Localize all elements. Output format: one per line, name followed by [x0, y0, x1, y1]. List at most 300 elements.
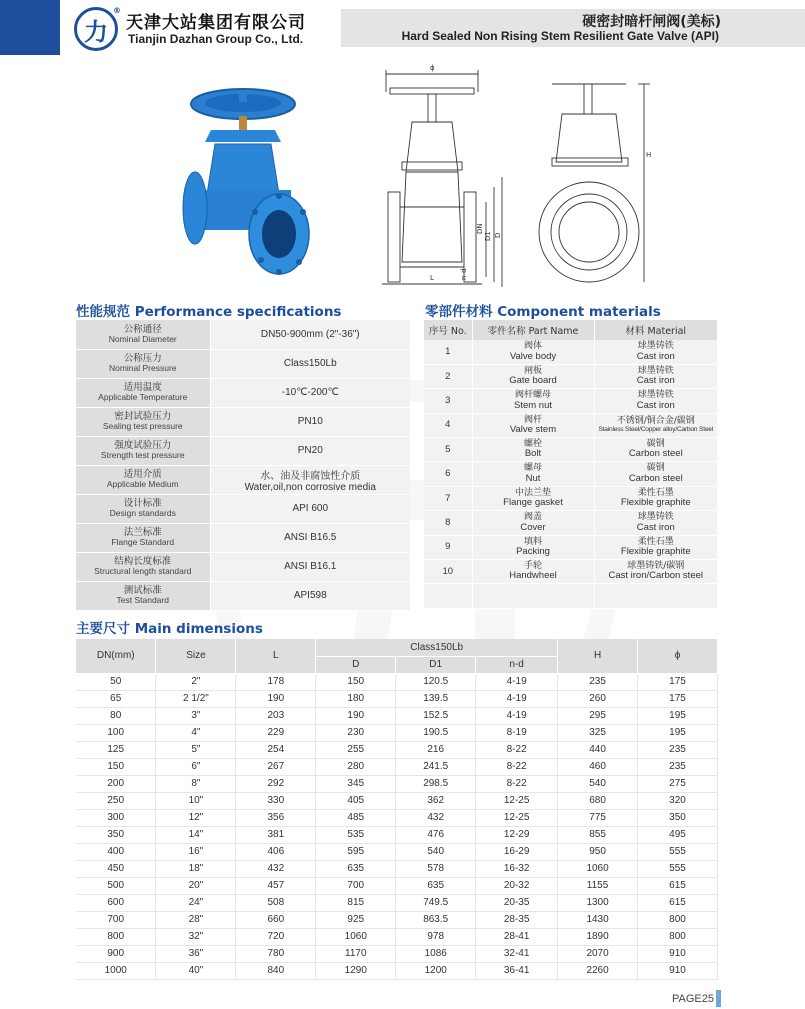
cell-h: 260: [558, 690, 638, 707]
part-name-en: Stem nut: [513, 399, 553, 411]
col-header-class: Class150Lb: [316, 639, 558, 656]
performance-row: [76, 407, 410, 436]
cell-size: 20": [156, 877, 236, 894]
cell-d1: 432: [396, 809, 476, 826]
part-name-cn: 中法兰垫: [514, 487, 551, 498]
spec-label: [76, 349, 210, 378]
col-header-d: D: [316, 656, 396, 673]
dimension-row: [76, 843, 718, 860]
part-name-cn: 螺栓: [523, 439, 542, 450]
cell-nd: 4-19: [476, 707, 558, 724]
cell-size: 40": [156, 962, 236, 979]
spec-label-cn: 公称通径: [123, 323, 162, 335]
part-name-en: Valve stem: [509, 424, 557, 436]
material-en: Cast iron: [636, 399, 675, 411]
performance-row: [76, 436, 410, 465]
dimension-row: [76, 775, 718, 792]
component-row: [424, 364, 718, 388]
spec-label-en: Nominal Diameter: [108, 333, 177, 344]
cell-nd: 8-22: [476, 758, 558, 775]
performance-heading: 性能规范 Performance specifications: [76, 304, 342, 320]
cell-l: 720: [236, 928, 316, 945]
cell-h: 2260: [558, 962, 638, 979]
cell-dn: 80: [76, 707, 156, 724]
spec-label-en: Design standards: [109, 508, 176, 519]
cell-h: 540: [558, 775, 638, 792]
cell-d: 1170: [316, 945, 396, 962]
cell-h: 775: [558, 809, 638, 826]
dimension-row: [76, 928, 718, 945]
component-row: [424, 560, 718, 584]
spec-label-en: Applicable Temperature: [98, 392, 188, 403]
cell-size: 5": [156, 741, 236, 758]
col-header-l: L: [236, 639, 316, 673]
header-corner-block: [0, 0, 60, 55]
company-name-en: Tianjin Dazhan Group Co., Ltd.: [128, 32, 304, 46]
empty-cell: [594, 584, 718, 608]
component-row: [424, 535, 718, 559]
cell-l: 267: [236, 758, 316, 775]
dimension-row: [76, 826, 718, 843]
logo-glyph: 力: [84, 17, 108, 46]
spec-value: Class150Lb: [210, 349, 410, 378]
component-no: 5: [424, 438, 472, 462]
company-name-cn: 天津大站集团有限公司: [126, 13, 306, 33]
component-no: 10: [424, 560, 472, 584]
component-part: [472, 413, 594, 437]
cell-phi: 495: [638, 826, 718, 843]
cell-d1: 1086: [396, 945, 476, 962]
cell-l: 178: [236, 673, 316, 690]
cell-d: 345: [316, 775, 396, 792]
performance-row: [76, 378, 410, 407]
component-material: [594, 340, 718, 364]
spec-label-en: Flange Standard: [111, 537, 175, 548]
cell-size: 18": [156, 860, 236, 877]
cell-nd: 4-19: [476, 690, 558, 707]
valve-photo: [175, 84, 315, 284]
spec-label-en: Applicable Medium: [106, 479, 179, 490]
cell-l: 190: [236, 690, 316, 707]
cell-size: 10": [156, 792, 236, 809]
component-material: [594, 560, 718, 584]
cell-h: 680: [558, 792, 638, 809]
spec-label-cn: 强度试验压力: [114, 440, 172, 452]
material-en: Flexible graphite: [620, 546, 691, 558]
cell-size: 16": [156, 843, 236, 860]
component-part: [472, 462, 594, 486]
component-row: [424, 389, 718, 413]
cell-d: 485: [316, 809, 396, 826]
component-part: [472, 438, 594, 462]
cell-phi: 195: [638, 724, 718, 741]
col-header-size: Size: [156, 639, 236, 673]
cell-d: 255: [316, 741, 396, 758]
cell-l: 229: [236, 724, 316, 741]
cell-phi: 235: [638, 741, 718, 758]
part-name-cn: 阀杆: [523, 414, 542, 425]
spec-value: API 600: [210, 494, 410, 523]
cell-d: 1060: [316, 928, 396, 945]
cell-nd: 16-29: [476, 843, 558, 860]
components-heading: 零部件材料 Component materials: [425, 304, 661, 320]
component-no: 2: [424, 364, 472, 388]
component-row: [424, 486, 718, 510]
material-en: Carbon steel: [628, 448, 683, 460]
cell-nd: 8-22: [476, 741, 558, 758]
cell-dn: 1000: [76, 962, 156, 979]
dim-label-d: D: [494, 232, 502, 238]
cell-d1: 362: [396, 792, 476, 809]
dimension-row: [76, 860, 718, 877]
dim-label-l: L: [430, 274, 434, 282]
cell-nd: 12-25: [476, 809, 558, 826]
cell-phi: 175: [638, 673, 718, 690]
spec-label-cn: 公称压力: [123, 353, 162, 365]
cell-size: 8": [156, 775, 236, 792]
component-no: 9: [424, 535, 472, 559]
component-no: 8: [424, 511, 472, 535]
material-en: Cast iron: [636, 521, 675, 533]
component-material: [594, 535, 718, 559]
part-name-en: Flange gasket: [503, 497, 563, 509]
material-cn: 柔性石墨: [637, 487, 674, 498]
dimension-row: [76, 673, 718, 690]
cell-l: 203: [236, 707, 316, 724]
cell-d1: 749.5: [396, 894, 476, 911]
spec-label-cn: 结构长度标准: [114, 556, 172, 568]
cell-d1: 863.5: [396, 911, 476, 928]
cell-h: 1430: [558, 911, 638, 928]
component-material: [594, 511, 718, 535]
performance-row: [76, 581, 410, 610]
cell-phi: 615: [638, 877, 718, 894]
part-name-cn: 填料: [523, 536, 542, 547]
spec-label-en: Nominal Pressure: [108, 363, 177, 374]
component-row: [424, 413, 718, 437]
cell-h: 855: [558, 826, 638, 843]
spec-label: [76, 552, 210, 581]
cell-size: 28": [156, 911, 236, 928]
cell-phi: 800: [638, 928, 718, 945]
cell-d: 925: [316, 911, 396, 928]
material-cn: 碳钢: [646, 463, 665, 474]
cell-d1: 578: [396, 860, 476, 877]
spec-label-cn: 测试标准: [123, 585, 162, 597]
cell-nd: 8-19: [476, 724, 558, 741]
cell-h: 460: [558, 758, 638, 775]
cell-nd: 16-32: [476, 860, 558, 877]
cell-dn: 350: [76, 826, 156, 843]
spec-value: PN20: [210, 436, 410, 465]
component-row: [424, 462, 718, 486]
dimension-row: [76, 894, 718, 911]
cell-dn: 250: [76, 792, 156, 809]
spec-label: [76, 320, 210, 349]
cell-d1: 476: [396, 826, 476, 843]
spec-label-en: Sealing test pressure: [102, 421, 183, 432]
col-header-dn: DN(mm): [76, 639, 156, 673]
cell-d: 230: [316, 724, 396, 741]
valve-technical-drawing: [382, 62, 672, 292]
col-header-d1: D1: [396, 656, 476, 673]
spec-value: 水、油及非腐蚀性介质 Water,oil,non corrosive media: [210, 465, 410, 494]
dim-label-d1: D1: [484, 231, 492, 241]
cell-l: 254: [236, 741, 316, 758]
cell-phi: 175: [638, 690, 718, 707]
spec-value: DN50-900mm (2"-36"): [210, 320, 410, 349]
spec-label-cn: 适用介质: [123, 469, 162, 481]
cell-h: 2070: [558, 945, 638, 962]
dim-label-phi: ϕ: [430, 64, 435, 72]
cell-l: 660: [236, 911, 316, 928]
cell-dn: 125: [76, 741, 156, 758]
component-part: [472, 486, 594, 510]
material-en: Cast iron: [636, 350, 675, 362]
cell-h: 235: [558, 673, 638, 690]
cell-nd: 12-29: [476, 826, 558, 843]
dim-label-nd: n-d: [460, 268, 468, 280]
cell-d1: 152.5: [396, 707, 476, 724]
cell-phi: 195: [638, 707, 718, 724]
dim-label-h: H: [646, 151, 652, 159]
cell-l: 840: [236, 962, 316, 979]
cell-size: 14": [156, 826, 236, 843]
spec-label-cn: 适用温度: [123, 382, 162, 394]
part-name-en: Valve body: [509, 350, 557, 362]
col-header-no: 序号 No.: [424, 320, 472, 340]
component-no: 3: [424, 389, 472, 413]
cell-size: 6": [156, 758, 236, 775]
cell-nd: 20-32: [476, 877, 558, 894]
cell-d: 280: [316, 758, 396, 775]
cell-phi: 910: [638, 962, 718, 979]
cell-dn: 150: [76, 758, 156, 775]
dimension-row: [76, 809, 718, 826]
component-part: [472, 560, 594, 584]
cell-dn: 50: [76, 673, 156, 690]
cell-dn: 500: [76, 877, 156, 894]
cell-h: 950: [558, 843, 638, 860]
cell-l: 508: [236, 894, 316, 911]
cell-d: 815: [316, 894, 396, 911]
cell-nd: 32-41: [476, 945, 558, 962]
component-part: [472, 535, 594, 559]
material-cn: 球墨铸铁: [637, 512, 674, 523]
material-cn: 球墨铸铁/碳钢: [627, 561, 685, 571]
component-material: [594, 462, 718, 486]
part-name-en: Bolt: [524, 448, 542, 460]
component-part: [472, 511, 594, 535]
spec-label: [76, 465, 210, 494]
cell-nd: 28-41: [476, 928, 558, 945]
cell-l: 381: [236, 826, 316, 843]
dimension-row: [76, 741, 718, 758]
cell-dn: 100: [76, 724, 156, 741]
col-header-nd: n-d: [476, 656, 558, 673]
part-name-cn: 手轮: [523, 561, 542, 571]
col-header-material: 材料 Material: [594, 320, 718, 340]
part-name-cn: 阀体: [523, 341, 542, 352]
spec-label-en: Test Standard: [116, 595, 169, 606]
dimension-row: [76, 724, 718, 741]
cell-size: 12": [156, 809, 236, 826]
cell-d1: 190.5: [396, 724, 476, 741]
dimensions-heading: 主要尺寸 Main dimensions: [76, 621, 263, 637]
cell-h: 325: [558, 724, 638, 741]
cell-d1: 1200: [396, 962, 476, 979]
cell-d: 535: [316, 826, 396, 843]
cell-dn: 450: [76, 860, 156, 877]
material-en: Flexible graphite: [620, 497, 691, 509]
material-cn: 柔性石墨: [637, 536, 674, 547]
component-no: 4: [424, 413, 472, 437]
cell-nd: 8-22: [476, 775, 558, 792]
company-logo: [74, 6, 121, 51]
col-header-h: H: [558, 639, 638, 673]
spec-label-cn: 设计标准: [123, 498, 162, 510]
dimension-row: [76, 877, 718, 894]
col-header-part: 零件名称 Part Name: [472, 320, 594, 340]
cell-dn: 600: [76, 894, 156, 911]
cell-phi: 555: [638, 860, 718, 877]
cell-phi: 275: [638, 775, 718, 792]
cell-h: 440: [558, 741, 638, 758]
page-marker-bar: [716, 990, 721, 1007]
cell-dn: 65: [76, 690, 156, 707]
cell-d1: 216: [396, 741, 476, 758]
component-row: [424, 340, 718, 364]
cell-dn: 700: [76, 911, 156, 928]
cell-h: 1155: [558, 877, 638, 894]
spec-label: [76, 407, 210, 436]
part-name-cn: 闸板: [523, 365, 542, 376]
cell-size: 3": [156, 707, 236, 724]
cell-d1: 635: [396, 877, 476, 894]
cell-d: 595: [316, 843, 396, 860]
performance-row: [76, 523, 410, 552]
part-name-en: Packing: [516, 546, 550, 558]
cell-l: 406: [236, 843, 316, 860]
material-cn: 球墨铸铁: [637, 341, 674, 352]
dimension-row: [76, 911, 718, 928]
part-name-cn: 阀杆螺母: [514, 390, 551, 401]
cell-d1: 139.5: [396, 690, 476, 707]
part-name-en: Cover: [520, 521, 546, 533]
components-table: [424, 320, 718, 609]
spec-label: [76, 436, 210, 465]
cell-dn: 400: [76, 843, 156, 860]
component-row: [424, 438, 718, 462]
cell-size: 24": [156, 894, 236, 911]
component-part: [472, 389, 594, 413]
dimension-row: [76, 758, 718, 775]
component-material: [594, 438, 718, 462]
cell-phi: 320: [638, 792, 718, 809]
component-material: [594, 389, 718, 413]
spec-label: [76, 581, 210, 610]
spec-label-en: Strength test pressure: [100, 450, 185, 461]
material-en: Cast iron: [636, 375, 675, 387]
cell-d: 1290: [316, 962, 396, 979]
cell-d1: 540: [396, 843, 476, 860]
cell-l: 457: [236, 877, 316, 894]
page-number: PAGE25: [672, 993, 714, 1005]
spec-value: API598: [210, 581, 410, 610]
cell-phi: 350: [638, 809, 718, 826]
cell-h: 1060: [558, 860, 638, 877]
cell-size: 4": [156, 724, 236, 741]
cell-dn: 900: [76, 945, 156, 962]
cell-nd: 12-25: [476, 792, 558, 809]
cell-d1: 120.5: [396, 673, 476, 690]
spec-label: [76, 378, 210, 407]
spec-value: ANSI B16.1: [210, 552, 410, 581]
component-row: [424, 511, 718, 535]
performance-row: [76, 465, 410, 494]
spec-value: PN10: [210, 407, 410, 436]
cell-l: 330: [236, 792, 316, 809]
cell-size: 2": [156, 673, 236, 690]
spec-label-cn: 法兰标准: [123, 527, 162, 539]
cell-h: 1890: [558, 928, 638, 945]
cell-d1: 298.5: [396, 775, 476, 792]
cell-nd: 28-35: [476, 911, 558, 928]
cell-dn: 300: [76, 809, 156, 826]
col-header-phi: ϕ: [638, 639, 718, 673]
material-cn: 碳钢: [646, 439, 665, 450]
cell-l: 292: [236, 775, 316, 792]
component-material: [594, 486, 718, 510]
material-cn: 球墨铸铁: [637, 390, 674, 401]
spec-label: [76, 494, 210, 523]
cell-nd: 4-19: [476, 673, 558, 690]
cell-d1: 978: [396, 928, 476, 945]
cell-h: 1300: [558, 894, 638, 911]
performance-row: [76, 349, 410, 378]
performance-table: [76, 320, 410, 611]
spec-label: [76, 523, 210, 552]
performance-row: [76, 320, 410, 349]
component-part: [472, 364, 594, 388]
dimension-row: [76, 707, 718, 724]
performance-row: [76, 552, 410, 581]
cell-dn: 200: [76, 775, 156, 792]
cell-d: 180: [316, 690, 396, 707]
cell-d: 190: [316, 707, 396, 724]
cell-nd: 20-35: [476, 894, 558, 911]
performance-row: [76, 494, 410, 523]
cell-size: 32": [156, 928, 236, 945]
cell-d1: 241.5: [396, 758, 476, 775]
cell-d: 700: [316, 877, 396, 894]
dimension-row: [76, 690, 718, 707]
material-en: Carbon steel: [628, 472, 683, 484]
component-material: [594, 413, 718, 437]
cell-dn: 800: [76, 928, 156, 945]
dimension-row: [76, 962, 718, 979]
cell-phi: 555: [638, 843, 718, 860]
material-en: Stainless Steel/Copper alloy/Carbon Steel: [598, 425, 714, 433]
component-no: 1: [424, 340, 472, 364]
spec-value: ANSI B16.5: [210, 523, 410, 552]
material-en: Cast iron/Carbon steel: [608, 570, 704, 582]
cell-size: 36": [156, 945, 236, 962]
material-cn: 球墨铸铁: [637, 365, 674, 376]
cell-nd: 36-41: [476, 962, 558, 979]
dim-label-dn: DN: [476, 223, 484, 234]
cell-l: 780: [236, 945, 316, 962]
